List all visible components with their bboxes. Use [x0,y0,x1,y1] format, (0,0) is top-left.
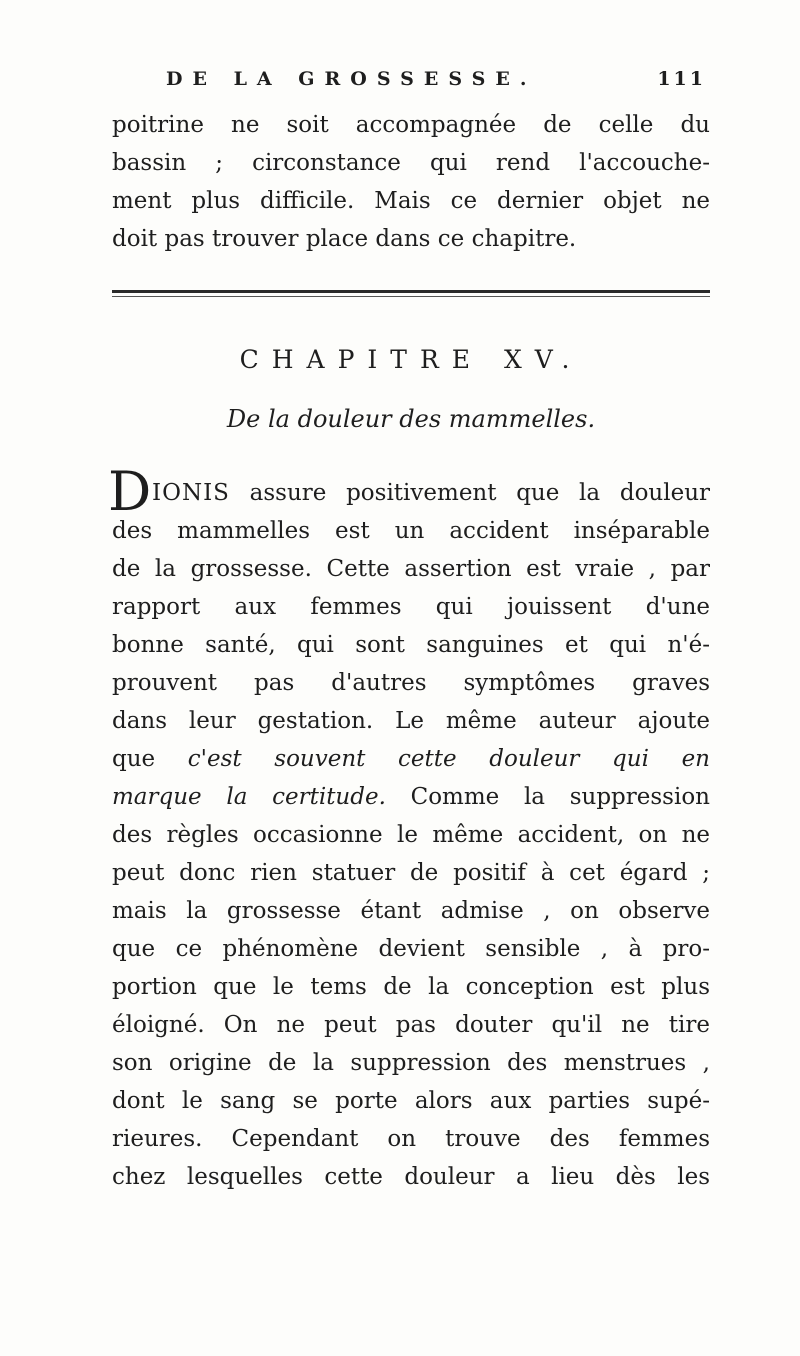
text-fragment: que [112,746,188,772]
text-line: mais la grossesse étant admise , on observe [112,898,710,924]
chapter-title: CHAPITRE XV. [239,345,583,374]
text-line [152,478,710,508]
text-line: doit pas trouver place dans ce chapitre. [112,226,577,252]
text-line: éloigné. On ne peut pas douter qu'il ne tire [112,1012,710,1038]
text-line: dans leur gestation. Le même auteur ajoute [112,708,710,734]
text-line: portion que le tems de la conception est plus [112,974,710,1000]
author-name: IONIS [152,480,230,506]
text-line: son origine de la suppression des menstrues , [112,1050,710,1076]
page-number: 111 [657,68,706,90]
text-line: des mammelles est un accident inséparable [112,518,710,544]
text-line: des règles occasionne le même accident, on ne [112,822,710,848]
text-fragment: assure positivement que la douleur [229,480,710,506]
text-line: peut donc rien statuer de positif à cet égard ; [112,860,710,886]
running-head [112,68,712,104]
drop-cap: D [108,460,152,523]
italic-quote: marque la certitude. [112,784,386,810]
text-line: prouvent pas d'autres symptômes graves [112,670,710,696]
text-line [112,744,710,774]
text-line: ment plus difficile. Mais ce dernier objet ne [112,188,710,214]
text-line: poitrine ne soit accompagnée de celle du [112,112,710,138]
text-line: rieures. Cependant on trouve des femmes [112,1126,710,1152]
text-line: bassin ; circonstance qui rend l'accouche- [112,150,710,176]
text-line: dont le sang se porte alors aux parties supé- [112,1088,710,1114]
section-rule [112,290,710,293]
text-line: de la grossesse. Cette assertion est vraie , par [112,556,710,582]
text-line: chez lesquelles cette douleur a lieu dès les [112,1164,710,1190]
chapter-subtitle: De la douleur des mammelles. [226,405,596,433]
text-line: bonne santé, qui sont sanguines et qui n'é- [112,632,710,658]
running-title: DE LA GROSSESSE. [166,68,537,90]
text-line: que ce phénomène devient sensible , à pro- [112,936,710,962]
italic-quote: c'est souvent cette douleur qui en [187,746,710,772]
text-fragment: Comme la suppression [385,784,710,810]
section-rule-thin [112,296,710,297]
text-line [112,782,710,812]
text-line: rapport aux femmes qui jouissent d'une [112,594,710,620]
